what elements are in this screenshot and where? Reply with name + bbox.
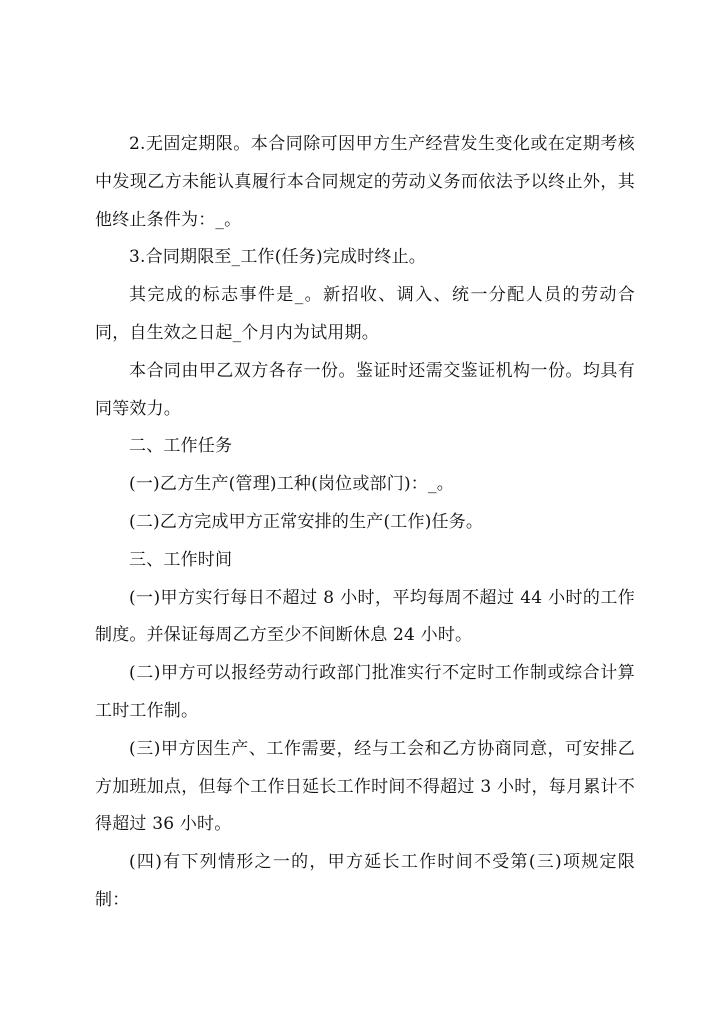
paragraph-hours-1: (一)甲方实行每日不超过 8 小时，平均每周不超过 44 小时的工作制度。并保证每周乙方至少不间断休息 24 小时。 xyxy=(95,587,635,646)
paragraph-term-unfixed: 2.无固定期限。本合同除可因甲方生产经营发生变化或在定期考核中发现乙方未能认真履行本合同规定的劳动义务而依法予以终止外，其他终止条件为：_。 xyxy=(95,134,635,230)
section-heading-work-hours: 三、工作时间 xyxy=(129,549,233,570)
paragraph-copies: 本合同由甲乙双方各存一份。鉴证时还需交鉴证机构一份。均具有同等效力。 xyxy=(95,360,635,419)
paragraph-hours-2: (二)甲方可以报经劳动行政部门批准实行不定时工作制或综合计算工时工作制。 xyxy=(95,663,635,721)
section-heading-work-tasks: 二、工作任务 xyxy=(129,436,233,457)
paragraph-hours-3: (三)甲方因生产、工作需要，经与工会和乙方协商同意，可安排乙方加班加点，但每个工作日延长工作时间不得超过 3 小时，每月累计不得超过 36 小时。 xyxy=(95,738,635,835)
paragraph-task-1: (一)乙方生产(管理)工种(岗位或部门)：_。 xyxy=(129,474,454,495)
paragraph-term-task: 3.合同期限至_工作(任务)完成时终止。 xyxy=(129,247,426,268)
paragraph-probation: 其完成的标志事件是_。新招收、调入、统一分配人员的劳动合同，自生效之日起_个月内为试用期。 xyxy=(95,285,635,343)
paragraph-task-2: (二)乙方完成甲方正常安排的生产(工作)任务。 xyxy=(129,511,484,532)
document-body xyxy=(95,126,635,920)
paragraph-hours-4: (四)有下列情形之一的，甲方延长工作时间不受第(三)项规定限制： xyxy=(95,852,635,910)
